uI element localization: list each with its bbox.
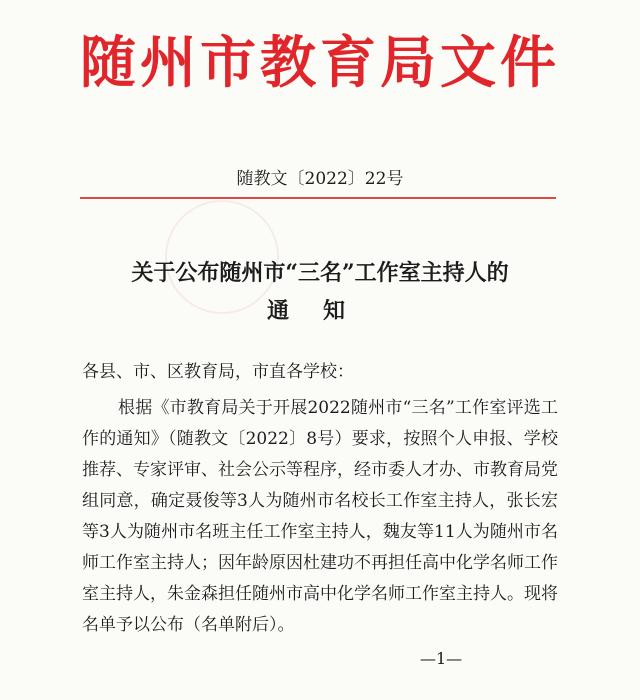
document-header-title: 随州市教育局文件 [80,30,560,96]
page-number: —1— [420,649,463,668]
document-number: 随教文〔2022〕22号 [236,169,404,189]
notice-title-line-2: 通知 [266,298,379,324]
salutation: 各县、市、区教育局，市直各学校： [82,362,354,382]
red-divider-line [80,197,556,199]
notice-title-line-1: 关于公布随州市“三名”工作室主持人的 [131,260,509,286]
body-paragraph: 根据《市教育局关于开展2022随州市“三名”工作室评选工作的通知》（随教文〔2022〕8号）要求，按照个人申报、学校推荐、专家评审、社会公示等程序，经市委人才办、市教育局党组同意，确定聂俊等3人为随州市名校长工作室主持人，张长宏等3人为随州市名班主任工作室主持人，魏友等11人为随州市名师工作室主持人；因年龄原因杜建功不再担任高中化学名师工作室主持人，朱金森担任随州市高中化学名师工作室主持人。现将名单予以公布（名单附后）。 [82,398,558,635]
